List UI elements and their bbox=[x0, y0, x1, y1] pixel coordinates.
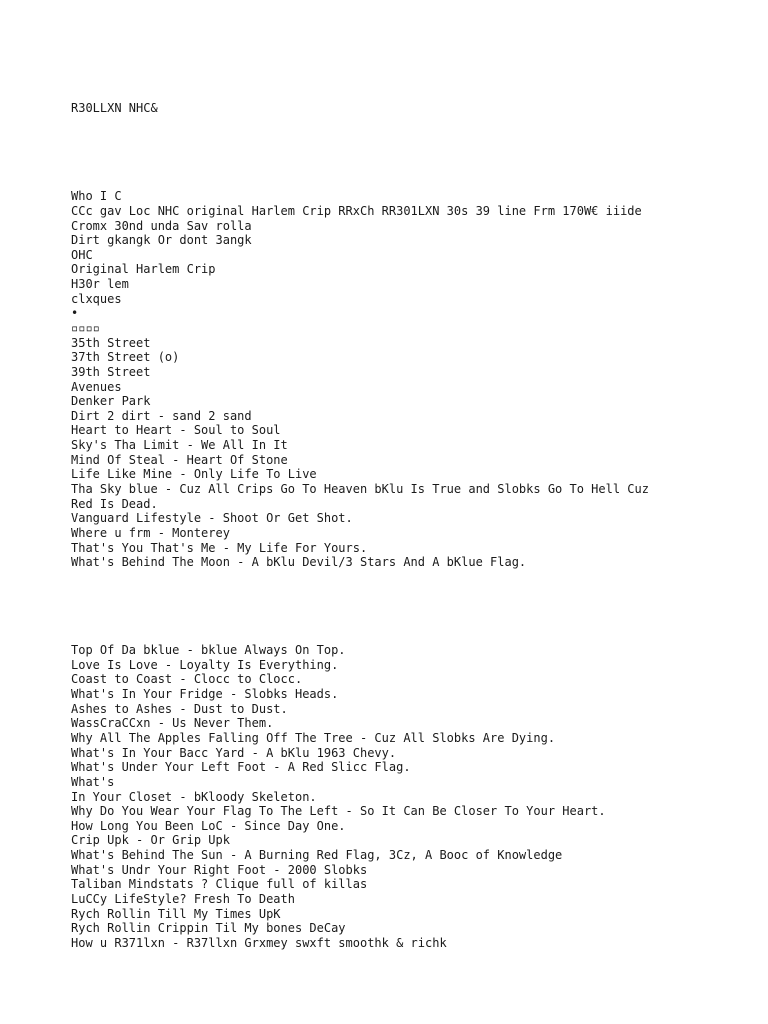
text-line: What's Under Your Left Foot - A Red Slicc Flag. bbox=[71, 760, 411, 775]
text-block-2 bbox=[71, 643, 761, 950]
text-line: 39th Street bbox=[71, 364, 151, 379]
text-line: Rych Rollin Crippin Til My bones DeCay bbox=[71, 921, 346, 936]
text-line: In Your Closet - bKloody Skeleton. bbox=[71, 789, 317, 804]
text-line: Crip Upk - Or Grip Upk bbox=[71, 833, 230, 848]
text-line: Dirt gkangk Or dont 3angk bbox=[71, 233, 252, 248]
text-line: That's You That's Me - My Life For Yours. bbox=[71, 540, 368, 555]
text-line: How Long You Been LoC - Since Day One. bbox=[71, 818, 346, 833]
text-block-1 bbox=[71, 189, 761, 570]
text-line: Where u frm - Monterey bbox=[71, 525, 230, 540]
text-line: Love Is Love - Loyalty Is Everything. bbox=[71, 657, 339, 672]
text-line: Who I C bbox=[71, 189, 122, 204]
text-line: OHC bbox=[71, 247, 93, 262]
text-line: Sky's Tha Limit - We All In It bbox=[71, 438, 288, 453]
text-line: Avenues bbox=[71, 379, 122, 394]
blank-line bbox=[71, 599, 761, 614]
document-title: R30LLXN NHC& bbox=[71, 101, 158, 116]
text-line: Cromx 30nd unda Sav rolla bbox=[71, 218, 252, 233]
text-line: Tha Sky blue - Cuz All Crips Go To Heaven bKlu Is True and Slobks Go To Hell Cuz bbox=[71, 482, 649, 497]
text-line: Vanguard Lifestyle - Shoot Or Get Shot. bbox=[71, 511, 353, 526]
text-line: Life Like Mine - Only Life To Live bbox=[71, 467, 317, 482]
text-line: Mind Of Steal - Heart Of Stone bbox=[71, 452, 288, 467]
text-line: H30r lem bbox=[71, 277, 129, 292]
text-line: How u R371lxn - R37llxn Grxmey swxft smoothk & richk bbox=[71, 935, 447, 950]
text-line: Why All The Apples Falling Off The Tree - Cuz All Slobks Are Dying. bbox=[71, 730, 556, 745]
text-line: What's In Your Fridge - Slobks Heads. bbox=[71, 687, 339, 702]
text-line: Rych Rollin Till My Times UpK bbox=[71, 906, 281, 921]
text-line: Heart to Heart - Soul to Soul bbox=[71, 423, 281, 438]
text-line: Red Is Dead. bbox=[71, 496, 158, 511]
text-line: Why Do You Wear Your Flag To The Left - So It Can Be Closer To Your Heart. bbox=[71, 804, 606, 819]
text-line: CCc gav Loc NHC original Harlem Crip RRxCh RR301LXN 30s 39 line Frm 170W€ iiide bbox=[71, 203, 642, 218]
text-line: Original Harlem Crip bbox=[71, 262, 216, 277]
text-line: What's Behind The Sun - A Burning Red Flag, 3Cz, A Booc of Knowledge bbox=[71, 848, 563, 863]
text-line: What's Behind The Moon - A bKlu Devil/3 Stars And A bKlue Flag. bbox=[71, 555, 527, 570]
text-line: Dirt 2 dirt - sand 2 sand bbox=[71, 408, 252, 423]
text-line: What's In Your Bacc Yard - A bKlu 1963 Chevy. bbox=[71, 745, 397, 760]
text-line: 37th Street (o) bbox=[71, 350, 180, 365]
text-line: What's Undr Your Right Foot - 2000 Slobks bbox=[71, 862, 368, 877]
blank-line bbox=[71, 145, 761, 160]
document-page bbox=[71, 72, 761, 965]
text-line: Ashes to Ashes - Dust to Dust. bbox=[71, 701, 288, 716]
text-line: Taliban Mindstats ? Clique full of killas bbox=[71, 877, 368, 892]
text-line: ▫▫▫▫ bbox=[71, 320, 100, 335]
text-line: Denker Park bbox=[71, 394, 151, 409]
text-line: WassCraCCxn - Us Never Them. bbox=[71, 716, 274, 731]
text-line: • bbox=[71, 306, 79, 321]
text-line: Coast to Coast - Clocc to Clocc. bbox=[71, 672, 303, 687]
text-line: LuCCy LifeStyle? Fresh To Death bbox=[71, 892, 295, 907]
text-line: What's bbox=[71, 774, 115, 789]
text-line: clxques bbox=[71, 291, 122, 306]
text-line: Top Of Da bklue - bklue Always On Top. bbox=[71, 643, 346, 658]
text-line: 35th Street bbox=[71, 335, 151, 350]
